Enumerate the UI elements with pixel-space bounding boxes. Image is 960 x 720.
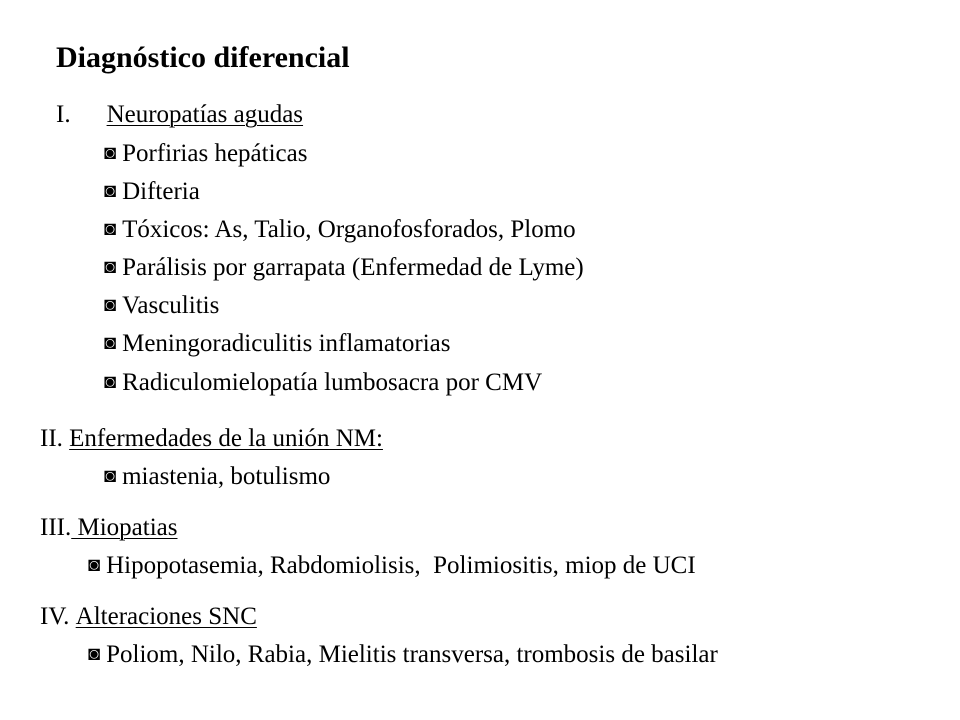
list-item-text: Difteria [122, 178, 200, 205]
bullet-icon: ◙ [104, 180, 117, 202]
list-item [104, 368, 542, 399]
section-1-numeral: I. [56, 101, 71, 128]
list-item [104, 291, 219, 322]
section-2-numeral: II. [40, 425, 63, 452]
list-item-text: Tóxicos: As, Talio, Organofosforados, Plomo [122, 216, 576, 243]
list-item-text: Porfirias hepáticas [122, 140, 308, 167]
bullet-icon: ◙ [104, 218, 117, 240]
list-item [104, 462, 330, 493]
list-item-text: Meningoradiculitis inflamatorias [122, 330, 451, 357]
list-item [104, 215, 576, 246]
section-2-heading-line [40, 424, 383, 454]
list-item [104, 177, 200, 208]
bullet-icon: ◙ [88, 643, 101, 665]
bullet-icon: ◙ [104, 142, 117, 164]
bullet-icon: ◙ [104, 294, 117, 316]
section-4-numeral: IV. [40, 603, 70, 630]
bullet-icon: ◙ [88, 554, 101, 576]
section-4-heading: Alteraciones SNC [75, 603, 257, 630]
section-3-numeral: III. [40, 514, 72, 541]
slide-title: Diagnóstico diferencial [56, 41, 350, 74]
list-item [104, 139, 307, 170]
list-item-text: miastenia, botulismo [122, 463, 331, 490]
list-item-text: Vasculitis [122, 292, 220, 319]
list-item-text: Radiculomielopatía lumbosacra por CMV [122, 369, 543, 396]
section-4-heading-line [40, 602, 257, 632]
list-item-text: Hipopotasemia, Rabdomiolisis, Polimiositis, miop de UCI [106, 552, 696, 579]
list-item [88, 551, 696, 582]
list-item-text: Parálisis por garrapata (Enfermedad de Lyme) [122, 254, 584, 281]
section-1-heading: Neuropatías agudas [106, 101, 304, 128]
section-2-heading: Enfermedades de la unión NM: [69, 425, 383, 452]
list-item [104, 253, 584, 284]
section-1-heading-line [56, 100, 303, 130]
section-3-heading-line [40, 513, 177, 543]
list-item [88, 640, 718, 671]
bullet-icon: ◙ [104, 465, 117, 487]
bullet-icon: ◙ [104, 256, 117, 278]
section-3-heading: Miopatias [71, 514, 178, 541]
bullet-icon: ◙ [104, 332, 117, 354]
list-item-text: Poliom, Nilo, Rabia, Mielitis transversa, trombosis de basilar [106, 641, 718, 668]
bullet-icon: ◙ [104, 371, 117, 393]
list-item [104, 329, 451, 360]
